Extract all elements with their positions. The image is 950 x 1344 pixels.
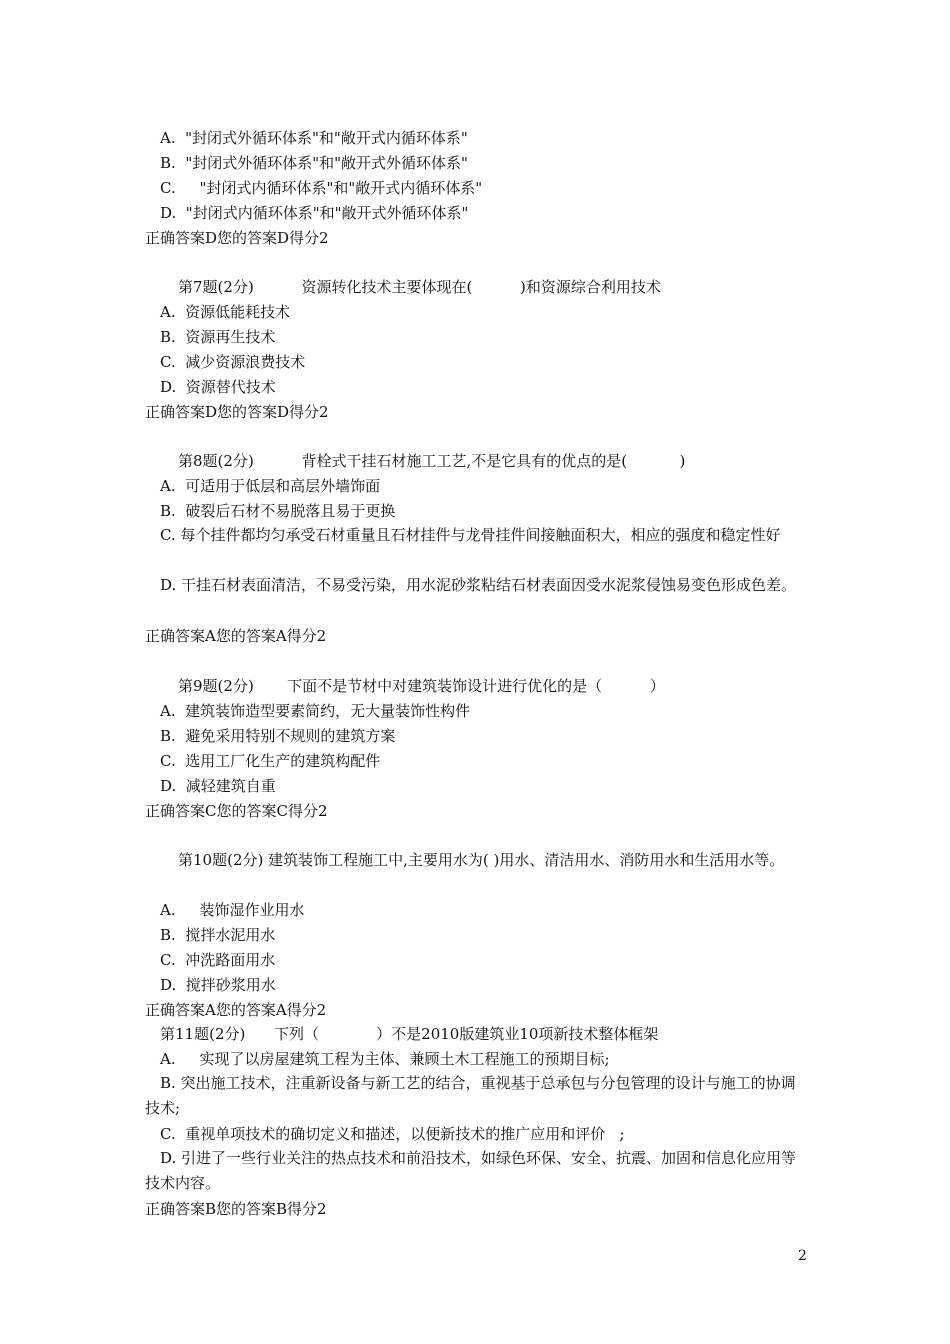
q8-header: 第8题(2分) 背栓式干挂石材施工工艺,不是它具有的优点的是( ) xyxy=(178,452,686,470)
q7-option-d: D. 资源替代技术 xyxy=(160,378,276,396)
q6-answer: 正确答案D您的答案D得分2 xyxy=(145,229,329,247)
q9-option-d: D. 减轻建筑自重 xyxy=(160,777,276,795)
q8-answer: 正确答案A您的答案A得分2 xyxy=(145,627,327,645)
q10-option-a: A. 装饰湿作业用水 xyxy=(160,901,305,919)
page-number: 2 xyxy=(798,1248,807,1264)
q9-option-b: B. 避免采用特别不规则的建筑方案 xyxy=(160,727,396,745)
q10-header: 第10题(2分) 建筑装饰工程施工中,主要用水为( )用水、清洁用水、消防用水和生活用水等。 xyxy=(178,851,785,869)
q6-option-b: B. "封闭式外循环体系"和"敞开式外循环体系" xyxy=(160,154,468,172)
q8-option-a: A. 可适用于低层和高层外墙饰面 xyxy=(160,477,381,495)
q6-option-c: C. "封闭式内循环体系"和"敞开式内循环体系" xyxy=(160,179,483,197)
q7-answer: 正确答案D您的答案D得分2 xyxy=(145,403,329,421)
q6-option-a: A. "封闭式外循环体系"和"敞开式内循环体系" xyxy=(160,129,468,147)
q7-option-c: C. 减少资源浪费技术 xyxy=(160,353,306,371)
q10-option-b: B. 搅拌水泥用水 xyxy=(160,926,276,944)
q9-header: 第9题(2分) 下面不是节材中对建筑装饰设计进行优化的是（ ） xyxy=(178,677,665,695)
q7-option-b: B. 资源再生技术 xyxy=(160,328,276,346)
q11-option-c: C. 重视单项技术的确切定义和描述，以便新技术的推广应用和评价 ; xyxy=(160,1125,625,1143)
q9-answer: 正确答案C您的答案C得分2 xyxy=(145,802,328,820)
q10-answer: 正确答案A您的答案A得分2 xyxy=(145,1001,327,1019)
q11-header: 第11题(2分) 下列（ ）不是2010版建筑业10项新技术整体框架 xyxy=(160,1025,659,1043)
q11-option-a: A. 实现了以房屋建筑工程为主体、兼顾土木工程施工的预期目标; xyxy=(160,1050,610,1068)
q7-header: 第7题(2分) 资源转化技术主要体现在( )和资源综合利用技术 xyxy=(178,278,661,296)
q10-option-c: C. 冲洗路面用水 xyxy=(160,951,276,969)
q11-answer: 正确答案B您的答案B得分2 xyxy=(145,1200,327,1218)
q7-option-a: A. 资源低能耗技术 xyxy=(160,303,291,321)
q6-option-d: D. "封闭式内循环体系"和"敞开式外循环体系" xyxy=(160,204,469,222)
q11-option-d: D. 引进了一些行业关注的热点技术和前沿技术，如绿色环保、安全、抗震、加固和信息化应用等技术内容。 xyxy=(145,1149,797,1192)
q9-option-a: A. 建筑装饰造型要素简约，无大量装饰性构件 xyxy=(160,702,471,720)
q10-option-d: D. 搅拌砂浆用水 xyxy=(160,976,276,994)
q9-option-c: C. 选用工厂化生产的建筑构配件 xyxy=(160,752,381,770)
q8-option-c: C. 每个挂件都均匀承受石材重量且石材挂件与龙骨挂件间接触面积大，相应的强度和稳定性好 xyxy=(160,526,781,544)
q8-option-b: B. 破裂后石材不易脱落且易于更换 xyxy=(160,502,396,520)
q11-option-b: B. 突出施工技术，注重新设备与新工艺的结合，重视基于总承包与分包管理的设计与施工的协调技术; xyxy=(145,1074,796,1117)
q8-option-d: D. 干挂石材表面清洁，不易受污染，用水泥砂浆粘结石材表面因受水泥浆侵蚀易变色形成色差。 xyxy=(160,576,797,594)
